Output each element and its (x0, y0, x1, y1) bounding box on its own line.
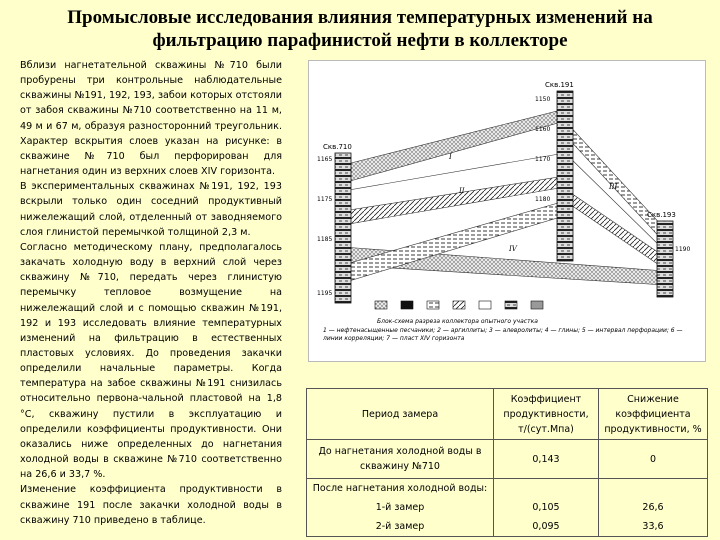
depth-label: 1160 (535, 126, 551, 133)
paragraph-3: Согласно методическому плану, предполагалось закачать холодную воду в верхний слой через скважину №710, передать через глинистую перемычку тепловое возмущение на нижележащий слой и с помощью скважин №191, 192 и 193 исследовать влияние температурных изменений на фильтрацию в естественных пластовых условиях. До проведения закачки определили начальные параметры. Когда температура на забое скважины №191 снизилась относительно первона-чальной пластовой на 1,8 °С, скважину пустили в эксплуатацию и определили коэффициенты продуктивности. Они оказались ниже определенных до нагнетания холодной воды в скважине №710 соответственно на 26,6 и 33,7 %. (20, 241, 282, 481)
legend-swatch (505, 301, 517, 309)
cell-decrease: 0 (599, 440, 708, 479)
legend-text: 1 — нефтенасыщенные песчаники; 2 — аргиллиты; 3 — алевролиты; 4 — глины; 5 — интервал перфорации; 6 — линии корреляции; 7 — пласт XIV горизонта (323, 327, 683, 342)
cell-coefficient (494, 479, 599, 499)
well-column-192 (557, 91, 573, 261)
well-column-710 (335, 153, 351, 303)
layer-label: III (609, 183, 618, 191)
depth-label: 1170 (535, 156, 551, 163)
depth-label: 1190 (675, 246, 691, 253)
layer-label: I (449, 153, 452, 161)
well-label-710: Скв.710 (323, 143, 352, 151)
legend-swatch (375, 301, 387, 309)
legend-caption: Блок-схема разреза коллектора опытного участка (377, 318, 538, 325)
layer-label: IV (509, 245, 517, 253)
table-row (307, 440, 708, 479)
cell-period: После нагнетания холодной воды: (307, 479, 494, 499)
well-column-193 (657, 221, 673, 297)
header-coefficient: Коэффициент продуктивности, т/(сут.Мпа) (494, 389, 599, 440)
cell-period: 1-й замер (307, 498, 494, 517)
depth-label: 1180 (535, 196, 551, 203)
cell-coefficient: 0,105 (494, 498, 599, 517)
cell-coefficient: 0,143 (494, 440, 599, 479)
layer-label: II (459, 187, 465, 195)
paragraph-1: Вблизи нагнетательной скважины №710 были пробурены три контрольные наблюдательные скважины №191, 192, 193, забои которых отстояли от забоя скважины №710 соответственно на 11 м, 49 м и 67 м, образуя разносторонний треугольник. Характер вскрытия слоев указан на рисунке: в скважине №710 был перфорирован для нагнетания один из верхних слоев XIV горизонта. (20, 60, 282, 178)
legend-swatch (453, 301, 465, 309)
header-period: Период замера (307, 389, 494, 440)
paragraph-2: В экспериментальных скважинах №191, 192, 193 вскрыли только один соседний продуктивный нижележащий слой, отделенный от заводняемого слоя глинистой перемычкой толщиной 2,3 м. (20, 181, 282, 238)
cell-decrease (599, 479, 708, 499)
paragraph-4: Изменение коэффициента продуктивности в скважине 191 после закачки холодной воды в скважину 710 приведено в таблице. (20, 484, 282, 526)
legend-swatch (401, 301, 413, 309)
geological-section-figure (308, 60, 706, 362)
legend-swatch (427, 301, 439, 309)
table-header-row (307, 389, 708, 440)
legend-swatch (531, 301, 543, 309)
table-row (307, 498, 708, 517)
page-title: Промысловые исследования влияния температурных изменений на фильтрацию парафинистой нефти в коллекторе (67, 7, 653, 51)
layer-band-right-lower (565, 189, 665, 269)
well-label-191: Скв.191 (545, 81, 574, 89)
cell-period: До нагнетания холодной воды в скважину №710 (307, 440, 494, 479)
depth-label: 1195 (317, 290, 333, 297)
table-row (307, 517, 708, 537)
body-text (20, 58, 282, 528)
legend-swatch (479, 301, 491, 309)
section-diagram (309, 61, 705, 361)
depth-label: 1175 (317, 196, 333, 203)
depth-label: 1185 (317, 236, 333, 243)
depth-label: 1150 (535, 96, 551, 103)
cell-coefficient: 0,095 (494, 517, 599, 537)
cell-period: 2-й замер (307, 517, 494, 537)
header-decrease: Снижение коэффициента продуктивности, % (599, 389, 708, 440)
productivity-table (306, 388, 708, 537)
depth-label: 1165 (317, 156, 333, 163)
cell-decrease: 33,6 (599, 517, 708, 537)
well-label-193: Скв.193 (647, 211, 676, 219)
cell-decrease: 26,6 (599, 498, 708, 517)
table-row (307, 479, 708, 499)
